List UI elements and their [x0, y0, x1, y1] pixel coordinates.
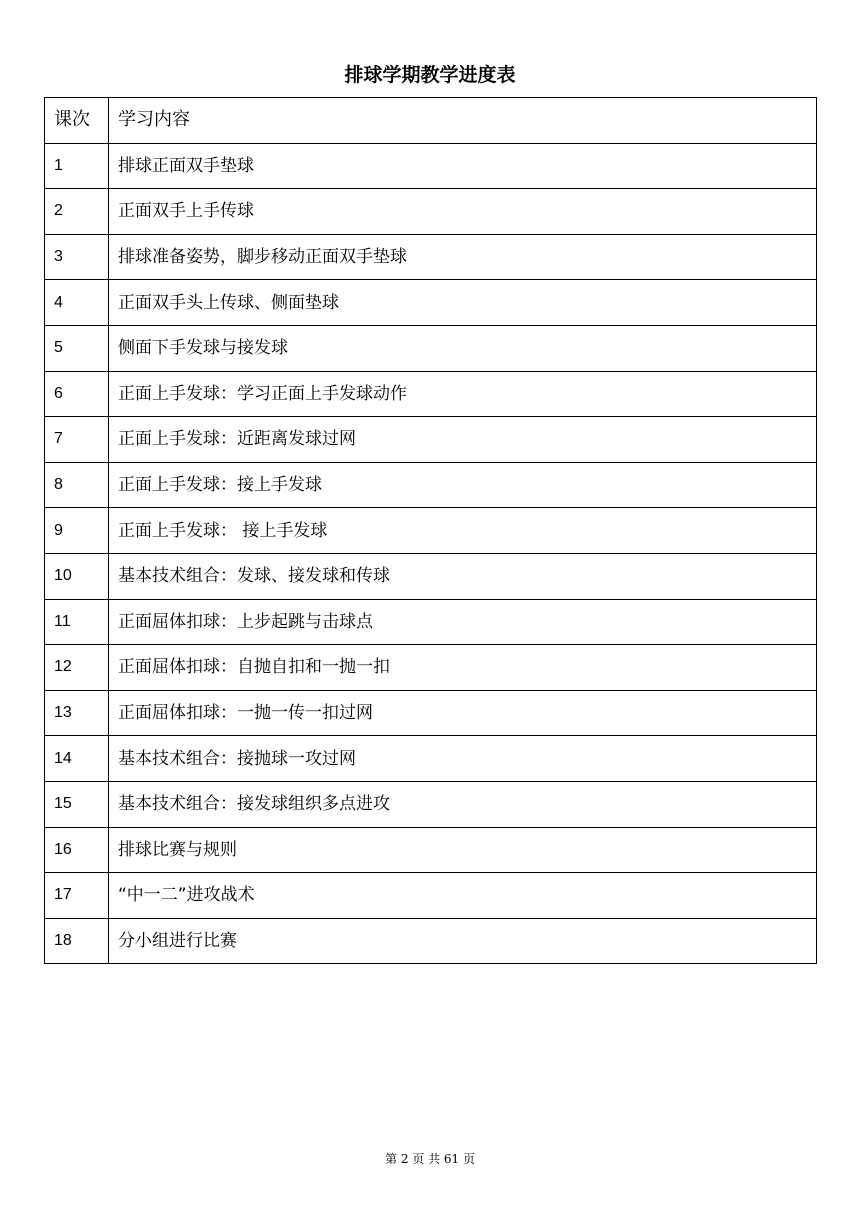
- column-header-lesson: 课次: [45, 98, 109, 144]
- lesson-content-cell: 正面上手发球： 接上手发球: [109, 508, 817, 554]
- lesson-content-cell: 排球正面双手垫球: [109, 143, 817, 189]
- lesson-number-cell: 1: [45, 143, 109, 189]
- lesson-number-cell: 15: [45, 781, 109, 827]
- page-title: 排球学期教学进度表: [344, 64, 516, 86]
- lesson-content-cell: 基本技术组合：接发球组织多点进攻: [109, 781, 817, 827]
- table-row: [45, 325, 817, 371]
- lesson-content-cell: 正面上手发球：接上手发球: [109, 462, 817, 508]
- lesson-content-cell: 排球准备姿势，脚步移动正面双手垫球: [109, 234, 817, 280]
- table-row: [45, 280, 817, 326]
- lesson-number-cell: 9: [45, 508, 109, 554]
- table-row: [45, 189, 817, 235]
- lesson-number-cell: 17: [45, 873, 109, 919]
- lesson-number-cell: 7: [45, 417, 109, 463]
- lesson-content-cell: 正面屈体扣球：一抛一传一扣过网: [109, 690, 817, 736]
- lesson-content-cell: 侧面下手发球与接发球: [109, 325, 817, 371]
- table-row: [45, 234, 817, 280]
- lesson-number-cell: 14: [45, 736, 109, 782]
- lesson-content-cell: 正面屈体扣球：自抛自扣和一抛一扣: [109, 645, 817, 691]
- lesson-content-cell: 基本技术组合：接抛球一攻过网: [109, 736, 817, 782]
- lesson-content-cell: 正面上手发球：学习正面上手发球动作: [109, 371, 817, 417]
- lesson-content-cell: 正面屈体扣球：上步起跳与击球点: [109, 599, 817, 645]
- lesson-number-cell: 4: [45, 280, 109, 326]
- lesson-content-cell: “中一二”进攻战术: [109, 873, 817, 919]
- table-row: [45, 371, 817, 417]
- lesson-content-cell: 基本技术组合：发球、接发球和传球: [109, 553, 817, 599]
- lesson-content-cell: 正面双手头上传球、侧面垫球: [109, 280, 817, 326]
- table-row: [45, 508, 817, 554]
- table-row: [45, 690, 817, 736]
- lesson-number-cell: 5: [45, 325, 109, 371]
- page-footer: 第 2 页 共 61 页: [385, 1152, 475, 1166]
- table-row: [45, 918, 817, 964]
- column-header-content: 学习内容: [109, 98, 817, 144]
- lesson-content-cell: 排球比赛与规则: [109, 827, 817, 873]
- lesson-number-cell: 16: [45, 827, 109, 873]
- table-row: [45, 462, 817, 508]
- lesson-number-cell: 10: [45, 553, 109, 599]
- table-row: [45, 781, 817, 827]
- lesson-number-cell: 2: [45, 189, 109, 235]
- table-row: [45, 599, 817, 645]
- table-row: [45, 736, 817, 782]
- table-row: [45, 645, 817, 691]
- lesson-content-cell: 正面上手发球：近距离发球过网: [109, 417, 817, 463]
- lesson-number-cell: 8: [45, 462, 109, 508]
- schedule-table: [44, 97, 817, 964]
- table-row: [45, 827, 817, 873]
- table-header-row: [45, 98, 817, 144]
- table-row: [45, 417, 817, 463]
- lesson-number-cell: 11: [45, 599, 109, 645]
- table-row: [45, 553, 817, 599]
- table-row: [45, 873, 817, 919]
- lesson-content-cell: 正面双手上手传球: [109, 189, 817, 235]
- schedule-table-body: [45, 98, 817, 964]
- lesson-content-cell: 分小组进行比赛: [109, 918, 817, 964]
- lesson-number-cell: 13: [45, 690, 109, 736]
- lesson-number-cell: 6: [45, 371, 109, 417]
- table-row: [45, 143, 817, 189]
- lesson-number-cell: 12: [45, 645, 109, 691]
- lesson-number-cell: 3: [45, 234, 109, 280]
- lesson-number-cell: 18: [45, 918, 109, 964]
